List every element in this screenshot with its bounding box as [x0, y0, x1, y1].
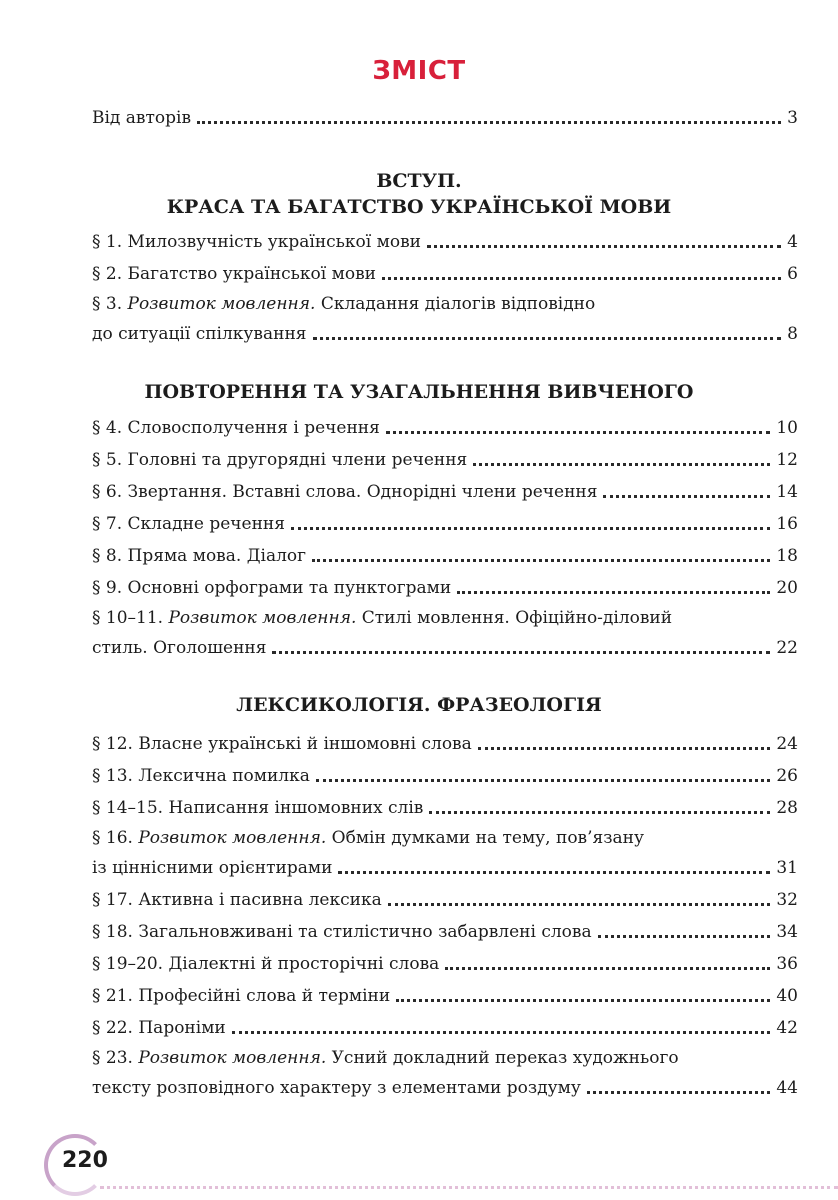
dot-leader — [445, 967, 770, 970]
toc-entry[interactable] — [92, 286, 798, 316]
toc-entry-continuation[interactable] — [92, 850, 798, 880]
toc-entry-number: § 19–20. — [92, 954, 164, 974]
toc-entry-number: § 7. — [92, 514, 123, 534]
toc-entry-page: 26 — [776, 766, 798, 786]
toc-entry[interactable] — [92, 410, 798, 440]
toc-entry-text: Обмін думками на тему, пов’язану — [331, 828, 644, 848]
speech-development-label: Розвиток мовлення. — [127, 294, 316, 314]
toc-entry-text: Складання діалогів відповідно — [320, 294, 596, 314]
toc-entry[interactable] — [92, 946, 798, 976]
dot-leader — [427, 245, 781, 248]
toc-entry-page: 34 — [776, 922, 798, 942]
toc-entry-number: § 10–11. — [92, 608, 164, 628]
toc-entry[interactable] — [92, 538, 798, 568]
toc-entry-page: 28 — [776, 798, 798, 818]
toc-entry-number: § 12. — [92, 734, 133, 754]
toc-entry-number: § 4. — [92, 418, 123, 438]
dot-leader — [598, 935, 771, 938]
dot-leader — [457, 591, 770, 594]
footer-dotted-line-decoration — [100, 1186, 838, 1189]
toc-entry-number: § 21. — [92, 986, 133, 1006]
toc-entry-text: Від авторів — [92, 108, 192, 128]
toc-entry-text: Милозвучність української мови — [127, 232, 421, 252]
toc-entry[interactable] — [92, 978, 798, 1008]
dot-leader — [478, 747, 771, 750]
toc-entry-text: Словосполучення і речення — [127, 418, 380, 438]
toc-entry-text: Професійні слова й терміни — [138, 986, 391, 1006]
dot-leader — [232, 1031, 771, 1034]
toc-entry-page: 18 — [776, 546, 798, 566]
toc-entry-page: 24 — [776, 734, 798, 754]
speech-development-label: Розвиток мовлення. — [168, 608, 357, 628]
toc-entry-number: § 8. — [92, 546, 123, 566]
toc-entry-text: стиль. Оголошення — [92, 638, 267, 658]
toc-entry-number: § 14–15. — [92, 798, 164, 818]
dot-leader — [382, 277, 781, 280]
toc-entry-text: до ситуації спілкування — [92, 324, 307, 344]
dot-leader — [396, 999, 770, 1002]
toc-entry-number: § 9. — [92, 578, 123, 598]
dot-leader — [338, 871, 770, 874]
dot-leader — [603, 495, 770, 498]
toc-entry-text: Пароніми — [138, 1018, 226, 1038]
toc-entry[interactable] — [92, 726, 798, 756]
toc-entry-text: тексту розповідного характеру з елементами роздуму — [92, 1078, 581, 1098]
toc-entry-text: Стилі мовлення. Офіційно-діловий — [361, 608, 673, 628]
toc-entry[interactable] — [92, 1040, 798, 1070]
toc-entry-number: § 5. — [92, 450, 123, 470]
toc-entry-text: Складне речення — [127, 514, 285, 534]
toc-entry-text: Лексична помилка — [138, 766, 310, 786]
toc-entry[interactable] — [92, 790, 798, 820]
speech-development-label: Розвиток мовлення. — [138, 1048, 327, 1068]
toc-entry[interactable] — [92, 256, 798, 286]
dot-leader — [316, 779, 770, 782]
toc-entry[interactable] — [92, 224, 798, 254]
toc-entry-page: 4 — [787, 232, 798, 252]
section-heading: КРАСА ТА БАГАТСТВО УКРАЇНСЬКОЇ МОВИ — [166, 196, 672, 218]
toc-entry-number: § 6. — [92, 482, 123, 502]
toc-entry-number: § 23. — [92, 1048, 133, 1068]
toc-entry[interactable] — [92, 506, 798, 536]
dot-leader — [386, 431, 771, 434]
toc-entry-page: 16 — [776, 514, 798, 534]
toc-entry-number: § 1. — [92, 232, 123, 252]
toc-entry-text: Основні орфограми та пунктограми — [127, 578, 452, 598]
dot-leader — [291, 527, 770, 530]
toc-entry[interactable] — [92, 442, 798, 472]
toc-entry-continuation[interactable] — [92, 316, 798, 346]
dot-leader — [388, 903, 771, 906]
toc-entry[interactable] — [92, 474, 798, 504]
toc-entry-text: Звертання. Вставні слова. Однорідні члени речення — [127, 482, 598, 502]
speech-development-label: Розвиток мовлення. — [138, 828, 327, 848]
toc-entry-intro[interactable] — [92, 100, 798, 130]
toc-entry-text: Багатство української мови — [127, 264, 376, 284]
toc-entry-page: 42 — [776, 1018, 798, 1038]
dot-leader — [473, 463, 770, 466]
dot-leader — [429, 811, 770, 814]
dot-leader — [312, 559, 770, 562]
toc-entry-number: § 17. — [92, 890, 133, 910]
section-heading: ЛЕКСИКОЛОГІЯ. ФРАЗЕОЛОГІЯ — [236, 694, 602, 716]
toc-entry-text: Написання іншомовних слів — [168, 798, 424, 818]
section-heading: ПОВТОРЕННЯ ТА УЗАГАЛЬНЕННЯ ВИВЧЕНОГО — [144, 381, 694, 403]
toc-entry-page: 31 — [776, 858, 798, 878]
toc-entry-text: Загальновживані та стилістично забарвлені слова — [138, 922, 592, 942]
toc-entry[interactable] — [92, 758, 798, 788]
toc-entry[interactable] — [92, 882, 798, 912]
toc-entry-page: 6 — [787, 264, 798, 284]
toc-entry-number: § 13. — [92, 766, 133, 786]
toc-entry[interactable] — [92, 570, 798, 600]
toc-entry-number: § 2. — [92, 264, 123, 284]
toc-entry-number: § 22. — [92, 1018, 133, 1038]
toc-entry-page: 8 — [787, 324, 798, 344]
page-number: 220 — [62, 1148, 108, 1173]
section-heading: ВСТУП. — [376, 170, 462, 192]
dot-leader — [272, 651, 770, 654]
toc-entry-page: 36 — [776, 954, 798, 974]
dot-leader — [313, 337, 782, 340]
toc-entry-page: 12 — [776, 450, 798, 470]
toc-entry[interactable] — [92, 914, 798, 944]
toc-entry-number: § 18. — [92, 922, 133, 942]
toc-entry-page: 44 — [776, 1078, 798, 1098]
toc-entry[interactable] — [92, 820, 798, 850]
toc-entry-page: 10 — [776, 418, 798, 438]
toc-entry-continuation[interactable] — [92, 630, 798, 660]
toc-entry-page: 14 — [776, 482, 798, 502]
toc-entry-page: 32 — [776, 890, 798, 910]
toc-entry-continuation[interactable] — [92, 1070, 798, 1100]
toc-entry-text: із ціннісними орієнтирами — [92, 858, 333, 878]
toc-entry-text: Усний докладний переказ художнього — [331, 1048, 679, 1068]
dot-leader — [587, 1091, 770, 1094]
toc-entry-page: 20 — [776, 578, 798, 598]
toc-entry-page: 3 — [787, 108, 798, 128]
toc-entry-text: Власне українські й іншомовні слова — [138, 734, 472, 754]
toc-entry-page: 40 — [776, 986, 798, 1006]
toc-entry-text: Активна і пасивна лексика — [138, 890, 382, 910]
toc-entry[interactable] — [92, 1010, 798, 1040]
toc-entry-page: 22 — [776, 638, 798, 658]
toc-entry[interactable] — [92, 600, 798, 630]
toc-entry-text: Пряма мова. Діалог — [127, 546, 307, 566]
toc-entry-text: Головні та другорядні члени речення — [127, 450, 468, 470]
toc-entry-number: § 3. — [92, 294, 123, 314]
toc-entry-number: § 16. — [92, 828, 133, 848]
toc-entry-text: Діалектні й просторічні слова — [168, 954, 440, 974]
page-title: ЗМІСТ — [372, 56, 466, 86]
dot-leader — [197, 121, 781, 124]
